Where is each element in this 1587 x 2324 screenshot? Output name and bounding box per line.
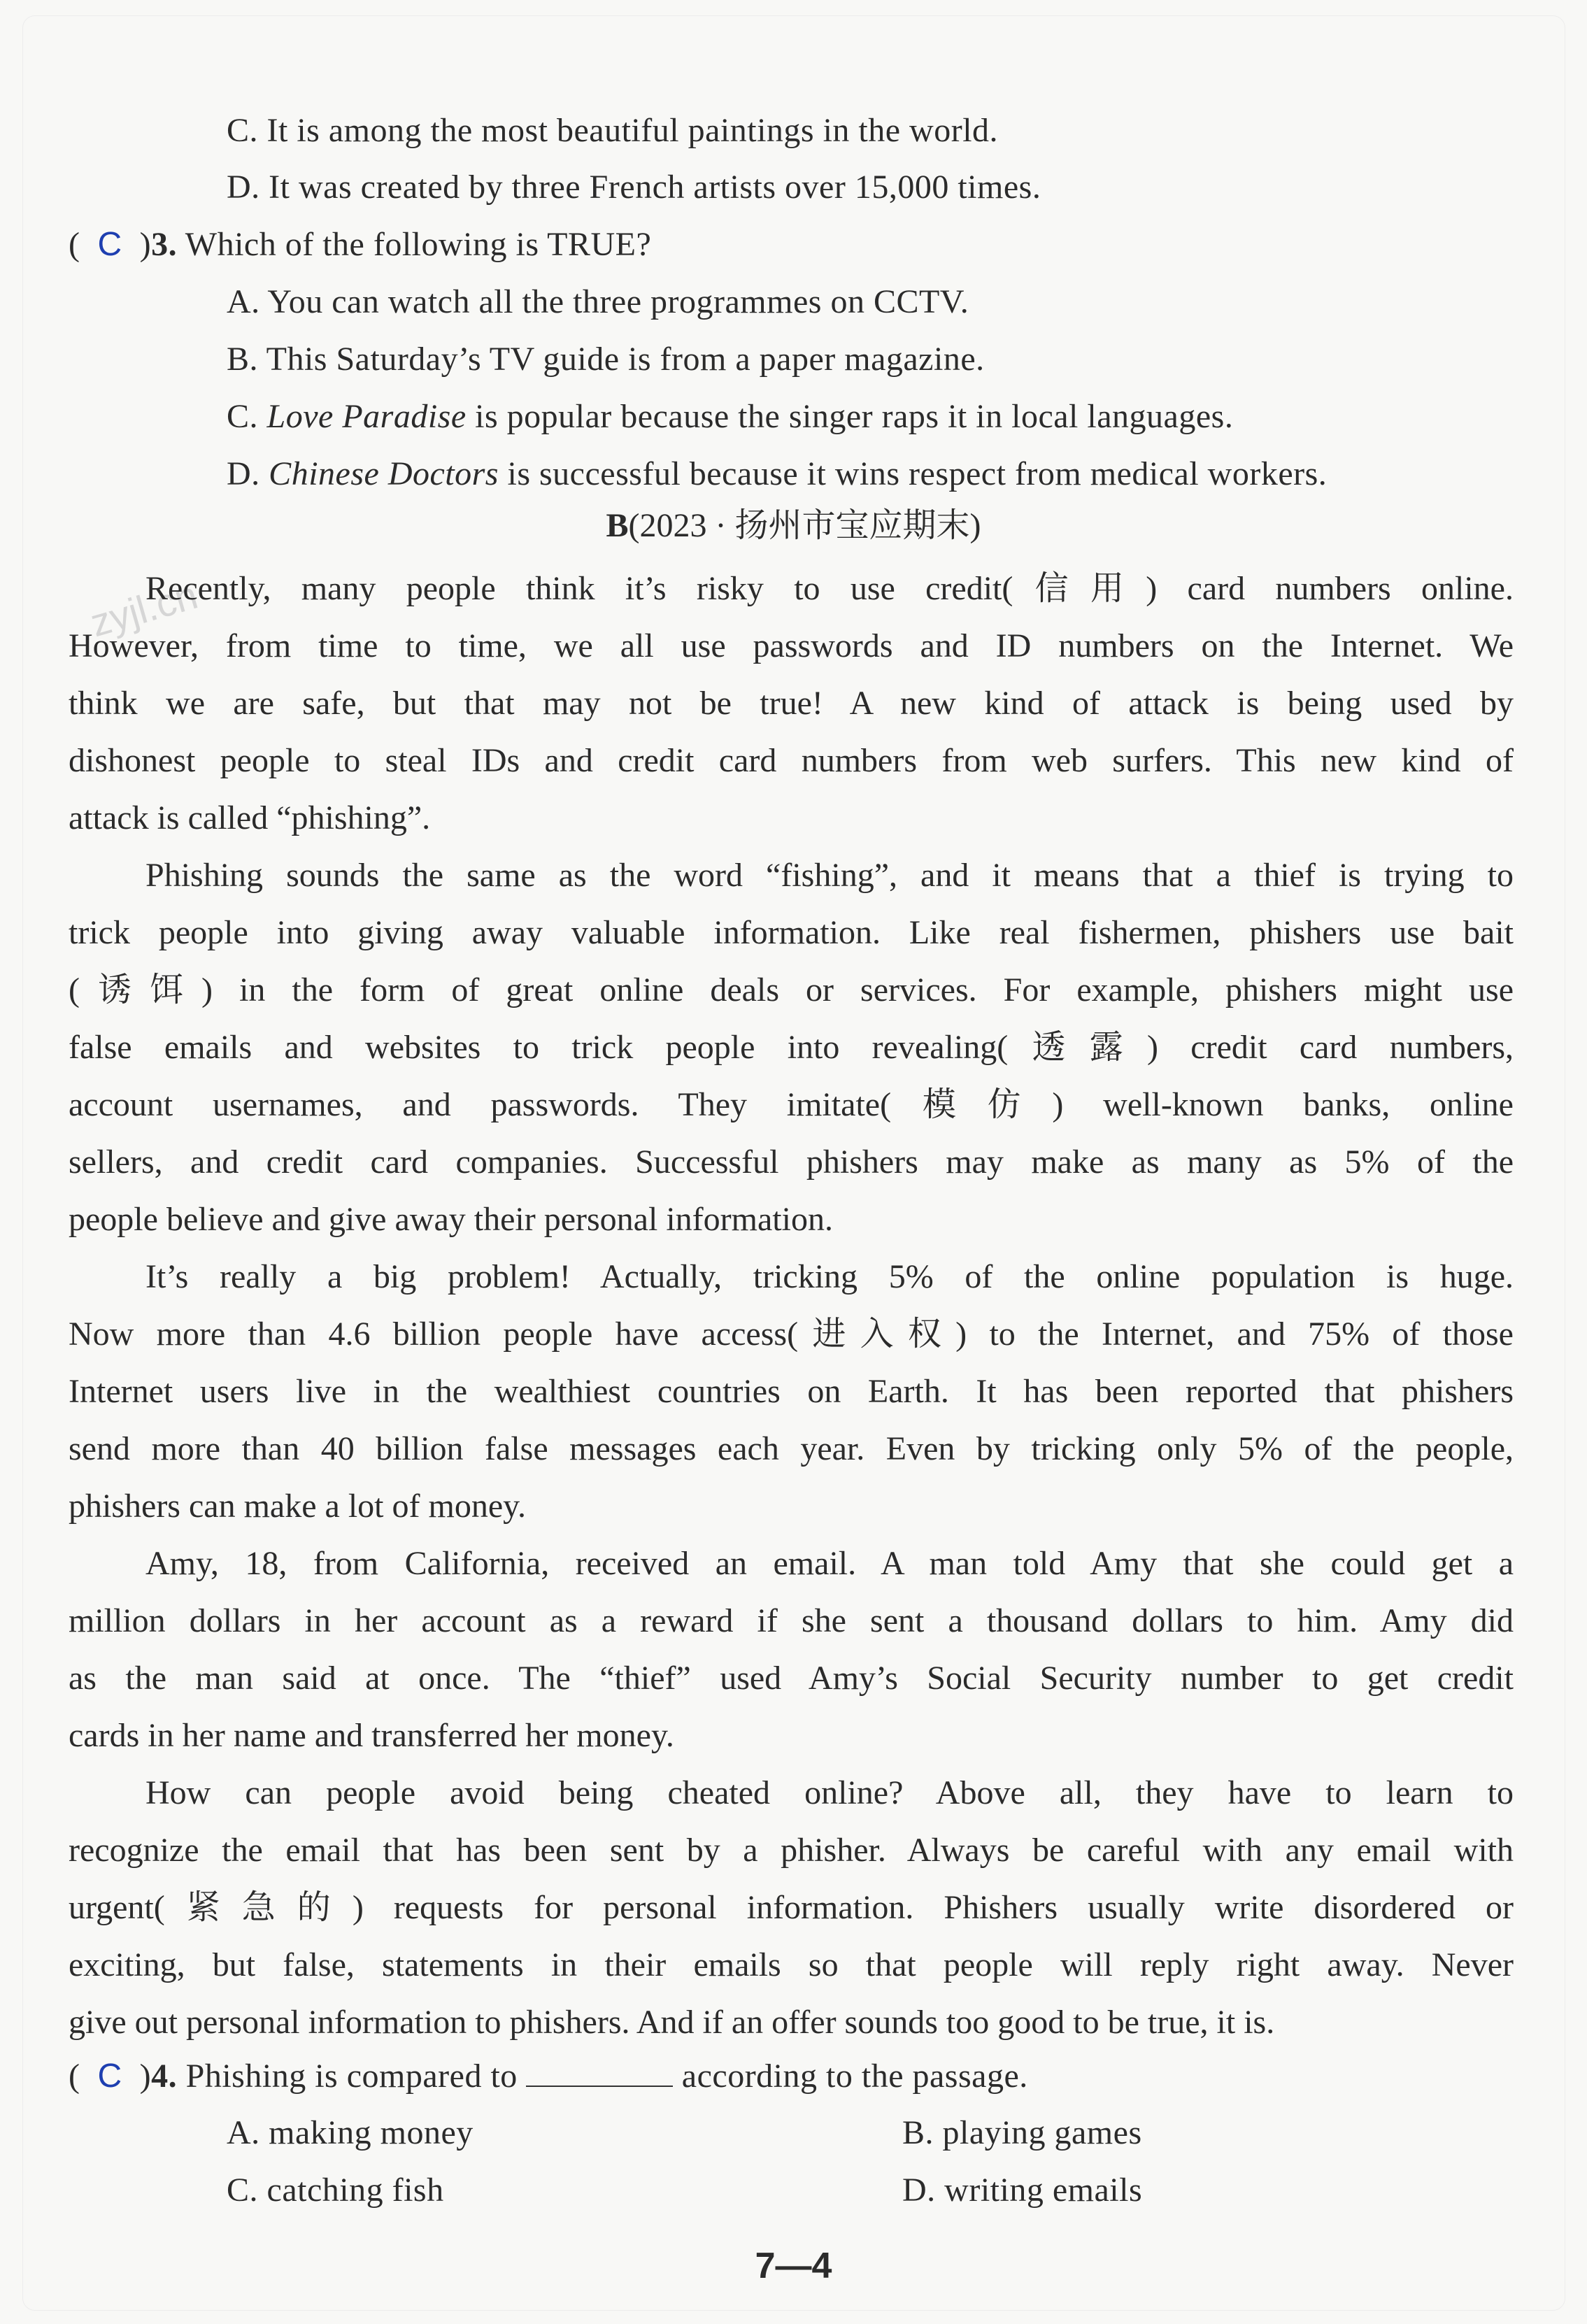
page-number: 7—4: [755, 2246, 832, 2286]
passage-p3-line: Now more than 4.6 billion people have access(进入权) to the Internet, and 75% of those: [69, 1316, 1514, 1353]
q3-option-a: A. You can watch all the three programmes on CCTV.: [227, 283, 969, 320]
answer-4: C: [97, 2058, 122, 2095]
passage-p2-line: account usernames, and passwords. They imitate(模仿) well-known banks, online: [69, 1086, 1514, 1123]
q4-option-c: C. catching fish: [227, 2172, 444, 2209]
answer-3: C: [97, 226, 122, 263]
passage-p3-line: It’s really a big problem! Actually, tricking 5% of the online population is huge.: [145, 1258, 1514, 1295]
q4-option-a: A. making money: [227, 2114, 474, 2151]
q3-option-d: D. Chinese Doctors is successful because it wins respect from medical workers.: [227, 455, 1328, 492]
question-3-stem: ( C )3. Which of the following is TRUE?: [69, 226, 652, 263]
passage-p2-line: (诱饵) in the form of great online deals or services. For example, phishers might use: [69, 971, 1514, 1008]
question-4-stem: ( C )4. Phishing is compared to according to the passage.: [69, 2055, 1028, 2097]
watermark: zyjl.cn: [85, 572, 203, 646]
question-4-number: 4.: [151, 2058, 178, 2095]
passage-p5-line: exciting, but false, statements in their emails so that people will reply right away. Never: [69, 1946, 1514, 1983]
passage-p3-line: send more than 40 billion false messages each year. Even by tricking only 5% of the people,: [69, 1430, 1514, 1467]
passage-p5-line: recognize the email that has been sent by a phisher. Always be careful with any email with: [69, 1832, 1514, 1869]
passage-p5-line: urgent(紧急的) requests for personal information. Phishers usually write disordered or: [69, 1889, 1514, 1926]
answer-blank: [526, 2055, 673, 2087]
passage-p2-line: sellers, and credit card companies. Successful phishers may make as many as 5% of the: [69, 1143, 1514, 1181]
passage-p1-line: dishonest people to steal IDs and credit card numbers from web surfers. This new kind of: [69, 742, 1514, 779]
passage-p4-line: million dollars in her account as a reward if she sent a thousand dollars to him. Amy did: [69, 1602, 1514, 1639]
passage-p4-line: as the man said at once. The “thief” used Amy’s Social Security number to get credit: [69, 1660, 1514, 1697]
q4-option-b: B. playing games: [902, 2114, 1142, 2151]
q2-option-c: C. It is among the most beautiful paintings in the world.: [227, 112, 999, 149]
passage-p4-line: cards in her name and transferred her money.: [69, 1717, 674, 1754]
passage-p2-line: false emails and websites to trick people into revealing(透露) credit card numbers,: [69, 1029, 1514, 1066]
q3-option-b: B. This Saturday’s TV guide is from a paper magazine.: [227, 341, 985, 378]
passage-p1-line: Recently, many people think it’s risky to use credit(信用) card numbers online.: [145, 570, 1514, 607]
passage-p3-line: phishers can make a lot of money.: [69, 1488, 527, 1525]
passage-p2-line: trick people into giving away valuable information. Like real fishermen, phishers use bait: [69, 914, 1514, 951]
section-b-heading: B(2023 · 扬州市宝应期末): [606, 507, 981, 544]
q4-option-d: D. writing emails: [902, 2172, 1143, 2209]
passage-p4-line: Amy, 18, from California, received an email. A man told Amy that she could get a: [145, 1545, 1514, 1582]
passage-p1-line: attack is called “phishing”.: [69, 799, 431, 836]
q2-option-d: D. It was created by three French artists over 15,000 times.: [227, 169, 1041, 206]
passage-p1-line: However, from time to time, we all use passwords and ID numbers on the Internet. We: [69, 627, 1514, 664]
q3-option-c: C. Love Paradise is popular because the singer raps it in local languages.: [227, 398, 1234, 435]
passage-p3-line: Internet users live in the wealthiest countries on Earth. It has been reported that phishers: [69, 1373, 1514, 1410]
passage-p1-line: think we are safe, but that may not be true! A new kind of attack is being used by: [69, 685, 1514, 722]
passage-p5-line: give out personal information to phishers. And if an offer sounds too good to be true, it is.: [69, 2004, 1275, 2041]
passage-p5-line: How can people avoid being cheated online? Above all, they have to learn to: [145, 1774, 1514, 1811]
passage-p2-line: people believe and give away their personal information.: [69, 1201, 833, 1238]
passage-p2-line: Phishing sounds the same as the word “fishing”, and it means that a thief is trying to: [145, 857, 1514, 894]
question-3-number: 3.: [151, 226, 178, 263]
